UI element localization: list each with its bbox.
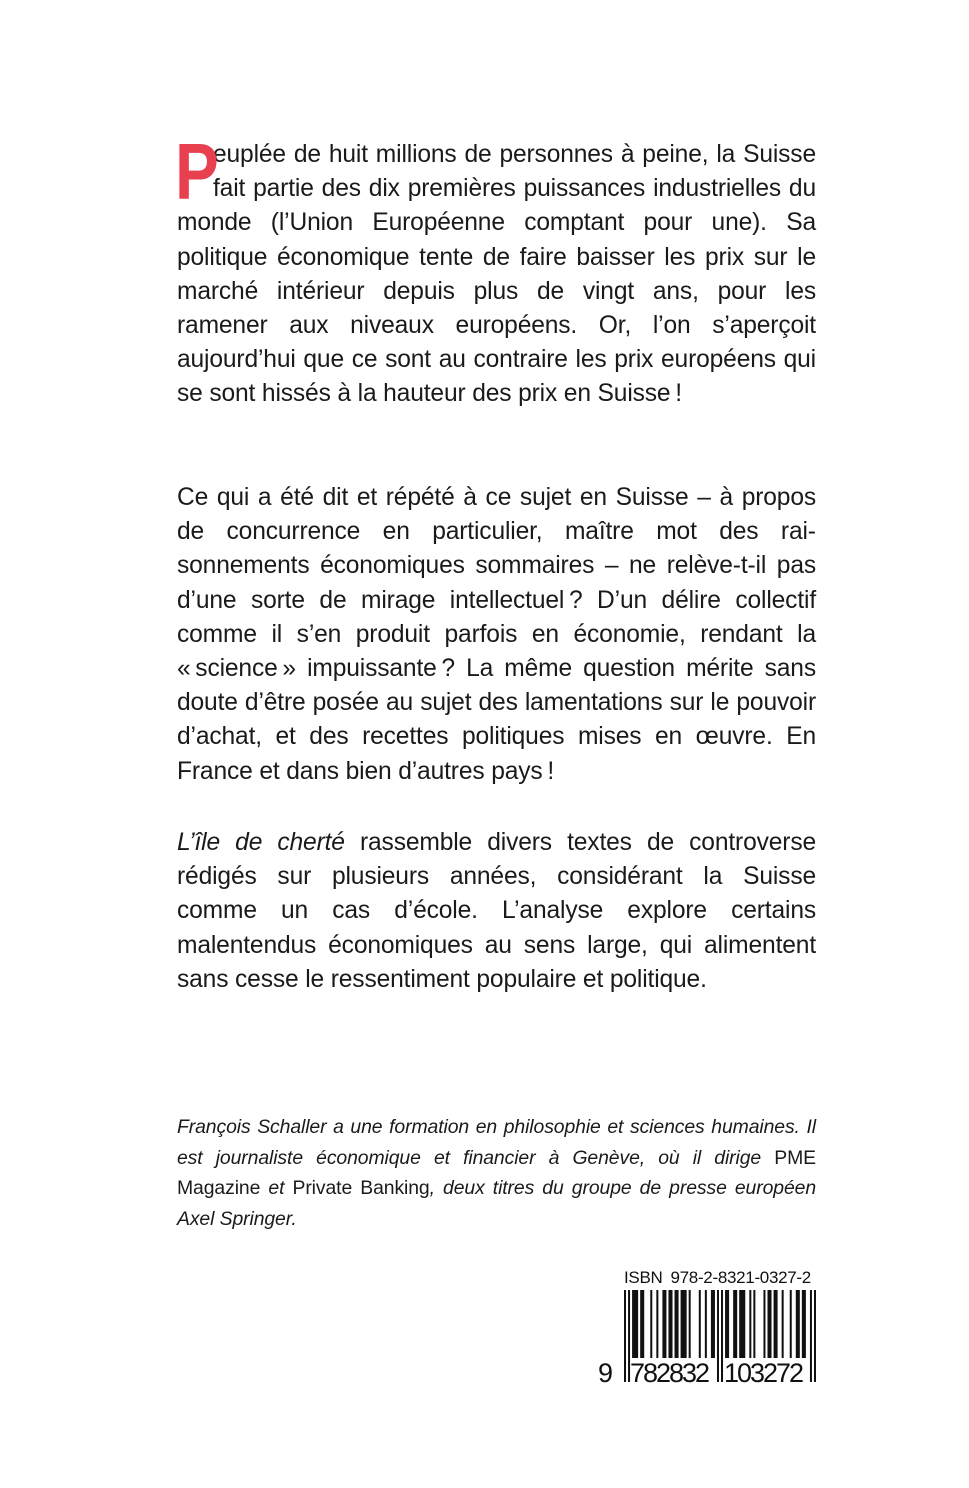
- barcode-bar: [749, 1290, 751, 1358]
- barcode-bar: [705, 1290, 707, 1358]
- barcode-bar: [675, 1290, 679, 1358]
- barcode-bar: [721, 1290, 723, 1382]
- barcode-bar: [802, 1290, 806, 1358]
- barcode-bar: [810, 1290, 812, 1382]
- barcode-first-digit: 9: [598, 1358, 614, 1386]
- barcode-bar: [711, 1290, 715, 1358]
- author-bio-part-2: et: [260, 1177, 293, 1199]
- barcode-bar: [632, 1290, 638, 1358]
- barcode-right-digits: 103272: [724, 1358, 804, 1386]
- barcode-left-digits: 782832: [630, 1358, 710, 1386]
- blurb-paragraph-2: Ce qui a été dit et répété à ce sujet en Suisse – à propos de concurrence en particulier, maître mot des raisonnements économiques sommaires – ne relève-t-il pas d’une sorte de mirage intellectuel ? D’un délire collectif comme il s’en produit parfois en économie, rendant la « science » impuissante ? La même question mérite sans doute d’être posée au sujet des lamentations sur le pouvoir d’achat, et des recettes politiques mises en œuvre. En France et dans bien d’autres pays !: [177, 484, 816, 785]
- author-bio-part-1: François Schaller a une formation en philosophie et sciences humaines. Il est journaliste économique et financier à Genève, où il dirige: [177, 1116, 816, 1169]
- barcode-bar: [717, 1290, 719, 1382]
- barcode-graphic: [596, 1268, 818, 1386]
- barcode-bar: [699, 1290, 701, 1358]
- barcode-bar: [767, 1290, 771, 1358]
- blurb-paragraph-3-text: rassemble divers textes de controverse rédigés sur plusieurs années, considérant la Suisse comme un cas d’école. L’analyse explore certains malentendus économiques au sens large, qui alimentent sans cesse le ressentiment populaire et politique.: [177, 829, 816, 993]
- barcode-bar: [640, 1290, 644, 1358]
- blurb-paragraph-3: [177, 826, 816, 997]
- barcode-bar: [624, 1290, 626, 1382]
- magazine-name-2: Private Banking: [292, 1177, 430, 1199]
- barcode-bar: [796, 1290, 800, 1358]
- barcode-bar: [725, 1290, 729, 1358]
- isbn-prefix: ISBN: [624, 1268, 663, 1287]
- isbn-barcode: [596, 1268, 818, 1386]
- barcode-bar: [656, 1290, 658, 1358]
- author-bio-part-3: , deux titres du groupe de presse européen Axel Springer.: [177, 1177, 817, 1230]
- magazine-name-1: PME Magazine: [177, 1146, 816, 1199]
- barcode-bar: [681, 1290, 687, 1358]
- barcode-bar: [739, 1290, 745, 1358]
- barcode-bar: [650, 1290, 652, 1358]
- author-bio: [177, 1112, 816, 1234]
- blurb-paragraph-1-text: euplée de huit millions de personnes à peine, la Suisse fait partie des dix premières puissances industrielles du monde (l’Union Européenne comptant pour une). Sa politique économique tente de faire baisser les prix sur le marché intérieur depuis plus de vingt ans, pour les ramener aux niveaux européens. Or, l’on s’aperçoit aujourd’hui que ce sont au contraire les prix européens qui se sont hissés à la hauteur des prix en Suisse !: [177, 141, 816, 408]
- barcode-bar: [733, 1290, 737, 1358]
- barcode-bar: [790, 1290, 792, 1358]
- barcode-bar: [668, 1290, 672, 1358]
- blurb-paragraph-1: [175, 127, 816, 412]
- barcode-bar: [774, 1290, 778, 1358]
- barcode-bar: [814, 1290, 816, 1382]
- barcode-bar: [689, 1290, 691, 1358]
- isbn-number: 978-2-8321-0327-2: [670, 1268, 811, 1287]
- barcode-bar: [782, 1290, 784, 1358]
- drop-cap: P: [175, 127, 219, 216]
- barcode-bar: [662, 1290, 666, 1358]
- book-title: L’île de cherté: [177, 829, 345, 856]
- barcode-bar: [753, 1290, 755, 1358]
- barcode-bar: [763, 1290, 765, 1358]
